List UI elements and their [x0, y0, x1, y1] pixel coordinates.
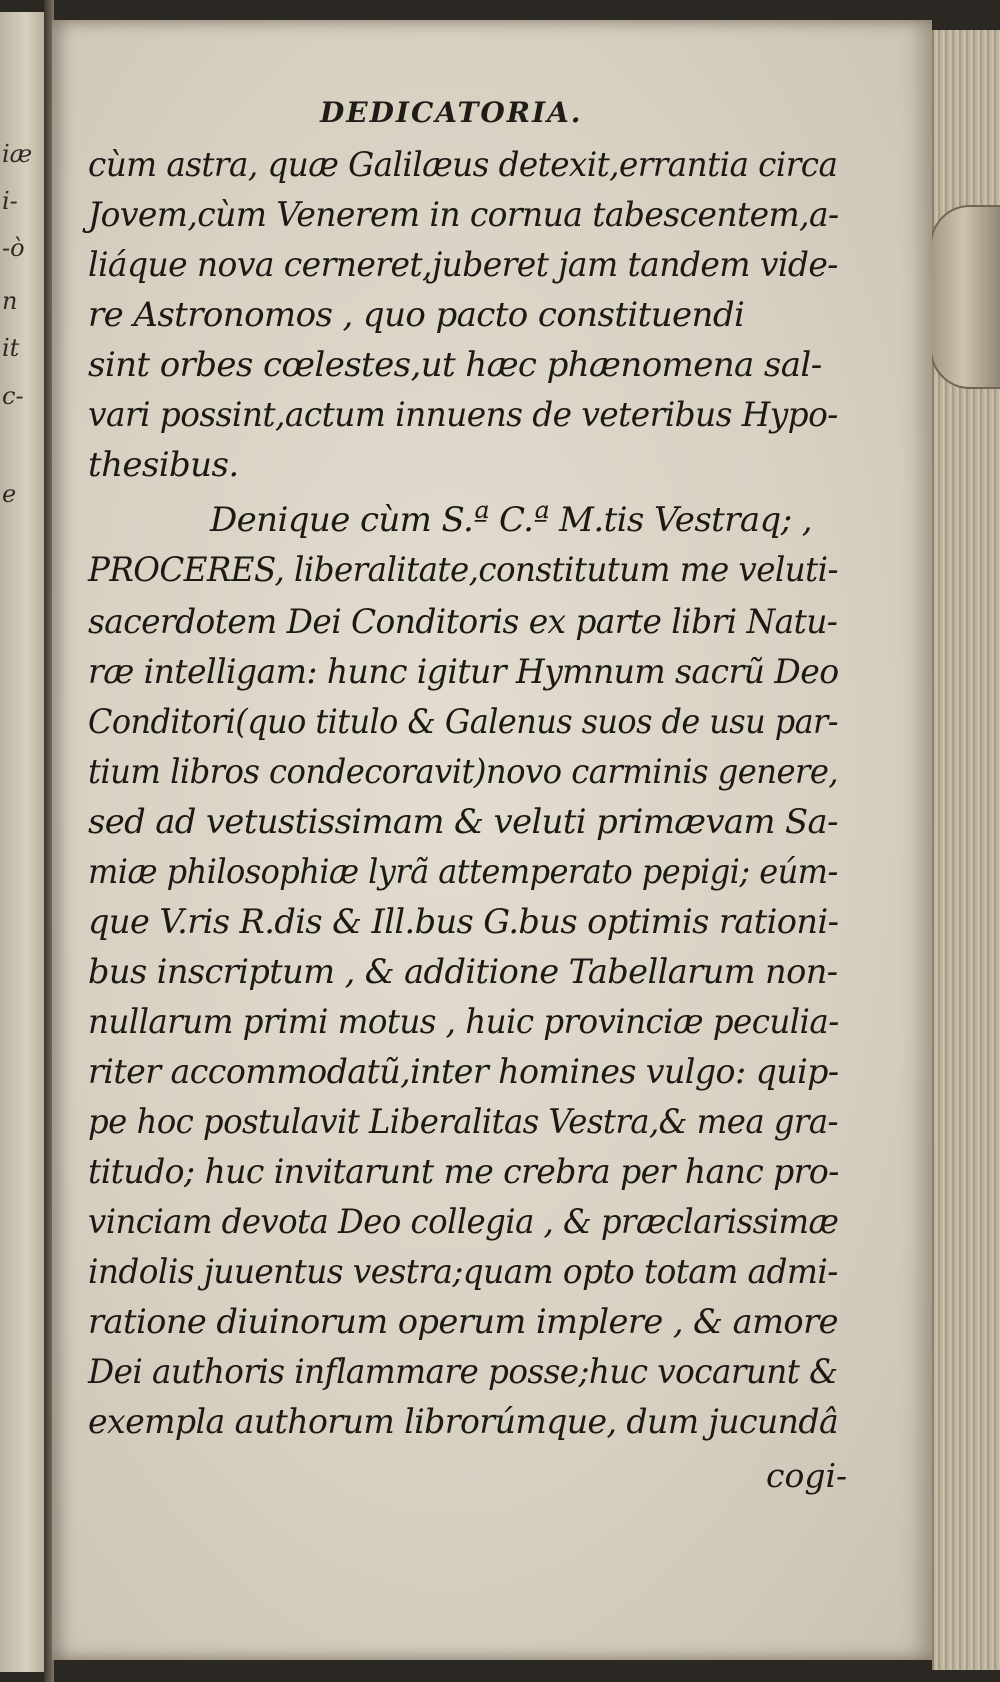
text-line: miæ philosophiæ lyrã attemperato pepigi; eúm- — [88, 852, 838, 892]
text-line: ræ intelligam: hunc igitur Hymnum sacrũ Deo — [88, 652, 839, 692]
running-head: DEDICATORIA. — [320, 96, 583, 129]
text-line: Conditori(quo titulo & Galenus suos de usu par- — [88, 702, 838, 742]
text-line: liáque nova cerneret,juberet jam tandem vide- — [88, 245, 838, 285]
facing-page-glyph: it — [2, 334, 20, 362]
text-line: nullarum primi motus , huic provinciæ peculia- — [88, 1002, 839, 1042]
text-line: pe hoc postulavit Liberalitas Vestra,& mea gra- — [88, 1102, 838, 1142]
text-line: vari possint,actum innuens de veteribus Hypo- — [88, 395, 838, 435]
text-line: tium libros condecoravit)novo carminis genere, — [88, 752, 839, 792]
facing-page-glyph: -ò — [2, 234, 25, 262]
text-line: indolis juuentus vestra;quam opto totam admi- — [88, 1252, 838, 1292]
text-line: cùm astra, quæ Galilæus detexit,errantia circa — [88, 145, 838, 185]
text-line: thesibus. — [88, 445, 239, 485]
facing-page-glyph: iæ — [2, 140, 33, 168]
book-clasp — [930, 205, 1000, 389]
text-line-paragraph-start: Denique cùm S.ª C.ª M.tis Vestraq; , — [210, 500, 812, 540]
text-line: ratione diuinorum operum implere , & amore — [88, 1302, 838, 1342]
text-line: Dei authoris inflammare posse;huc vocarunt & — [88, 1352, 838, 1392]
facing-page-edge — [0, 12, 47, 1672]
facing-page-glyph: c- — [2, 382, 24, 410]
text-line: PROCERES, liberalitate,constitutum me veluti- — [88, 550, 838, 590]
text-line: riter accommodatũ,inter homines vulgo: quip- — [88, 1052, 839, 1092]
text-line: que V.ris R.dis & Ill.bus G.bus optimis rationi- — [88, 902, 839, 942]
facing-page-glyph: n — [2, 287, 18, 315]
text-line: titudo; huc invitarunt me crebra per hanc pro- — [88, 1152, 839, 1192]
text-line: vinciam devota Deo collegia , & præclarissimæ — [88, 1202, 839, 1242]
catchword: cogi- — [766, 1456, 848, 1495]
text-line: sed ad vetustissimam & veluti primævam Sa- — [88, 802, 838, 842]
text-line: sacerdotem Dei Conditoris ex parte libri Natu- — [88, 602, 838, 642]
text-line: sint orbes cœlestes,ut hæc phænomena sal- — [88, 345, 822, 385]
facing-page-glyph: e — [2, 480, 17, 508]
text-line: Jovem,cùm Venerem in cornua tabescentem,a- — [88, 195, 839, 235]
text-line: bus inscriptum , & additione Tabellarum non- — [88, 952, 838, 992]
facing-page-glyph: i- — [2, 187, 18, 215]
text-line: exempla authorum librorúmque, dum jucundâ — [88, 1402, 839, 1442]
text-line: re Astronomos , quo pacto constituendi — [88, 295, 745, 335]
